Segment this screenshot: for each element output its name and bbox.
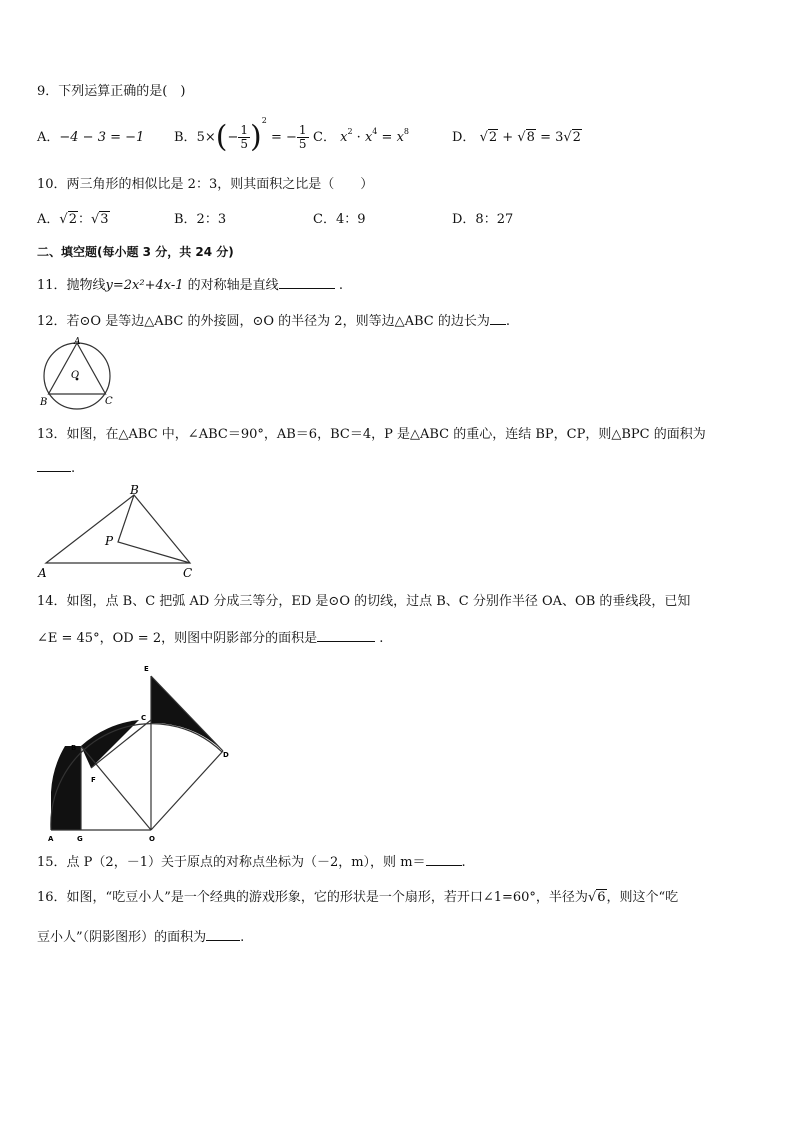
q9-option-b: B．5×(− $\frac{1}{5}$ )$^2$ = − $\frac{1}{5}$ <box>174 116 307 155</box>
q10-option-c: C．4：9 <box>313 212 366 227</box>
q16-answer-blank[interactable] <box>206 926 240 941</box>
segments-bp-cp <box>118 495 190 563</box>
q13-blank-line: . <box>37 457 75 479</box>
label-g: G <box>77 835 83 843</box>
q12-figure <box>37 338 119 410</box>
label-c: C <box>105 396 113 407</box>
label-c: C <box>183 566 193 580</box>
label-o: O <box>149 835 155 843</box>
q13-figure <box>37 482 207 582</box>
q15-answer-blank[interactable] <box>426 851 462 866</box>
q9-b-fraction: $\frac{1}{5}$ <box>240 123 248 151</box>
q10-option-a: A．√2：√3 <box>37 212 109 227</box>
q14-answer-blank[interactable] <box>317 627 375 642</box>
triangle-abc <box>46 495 190 563</box>
q9-option-a: A．−4 − 3 = −1 <box>37 130 145 145</box>
triangle-abc <box>49 343 106 394</box>
shaded-region-1 <box>51 746 81 830</box>
q14-text-line2: ∠E = 45°，OD = 2，则图中阴影部分的面积是 . <box>37 627 383 649</box>
label-e: E <box>144 665 149 673</box>
q11-text: 11．抛物线y=2x²+4x-1 的对称轴是直线 . <box>37 274 343 296</box>
section-heading: 二、填空题(每小题 3 分，共 24 分) <box>37 245 234 259</box>
shaded-region-2 <box>81 720 139 768</box>
label-d: D <box>223 751 229 759</box>
q11-answer-blank[interactable] <box>279 274 335 289</box>
label-f: F <box>91 776 96 784</box>
q9-stem: 9．下列运算正确的是( ) <box>37 84 186 99</box>
q9-b-result-fraction: $\frac{1}{5}$ <box>298 123 307 151</box>
q16-text-line2: 豆小人”（阴影图形）的面积为 . <box>37 926 244 948</box>
q9-option-d: D． √2 + √8 = 3√2 <box>452 130 581 145</box>
label-c: C <box>141 714 147 722</box>
label-b: B <box>71 744 77 752</box>
label-a: A <box>48 835 54 843</box>
label-b: B <box>130 483 139 497</box>
q12-text: 12．若⊙O 是等边△ABC 的外接圆，⊙O 的半径为 2，则等边△ABC 的边长为 . <box>37 310 510 332</box>
q16-text-line1: 16．如图，“吃豆小人”是一个经典的游戏形象，它的形状是一个扇形，若开口∠1=60°，半径为√6，则这个“吃 <box>37 890 679 905</box>
q14-text-line1: 14．如图，点 B、C 把弧 AD 分成三等分，ED 是⊙O 的切线，过点 B、C 分别作半径 OA、OB 的垂线段，已知 <box>37 594 691 609</box>
q9-option-c: C． $x^2 \cdot x^4 = x^8$ <box>313 127 410 145</box>
q14-figure <box>37 662 247 847</box>
q10-option-d: D．8：27 <box>452 212 514 227</box>
label-o: O <box>71 370 80 381</box>
q13-answer-blank[interactable] <box>37 457 71 472</box>
q15-text: 15．点 P（2，－1）关于原点的对称点坐标为（－2，m），则 m＝ . <box>37 851 466 873</box>
q10-stem: 10．两三角形的相似比是 2：3，则其面积之比是（ ） <box>37 177 374 192</box>
label-a: A <box>74 337 81 347</box>
label-b: B <box>40 397 48 408</box>
label-p: P <box>105 534 114 548</box>
q13-text: 13．如图，在△ABC 中，∠ABC＝90°，AB＝6，BC＝4，P 是△ABC 的重心，连结 BP，CP，则△BPC 的面积为 <box>37 427 706 442</box>
label-a: A <box>38 566 47 580</box>
q10-option-b: B．2：3 <box>174 212 227 227</box>
q12-answer-blank[interactable] <box>490 310 506 325</box>
